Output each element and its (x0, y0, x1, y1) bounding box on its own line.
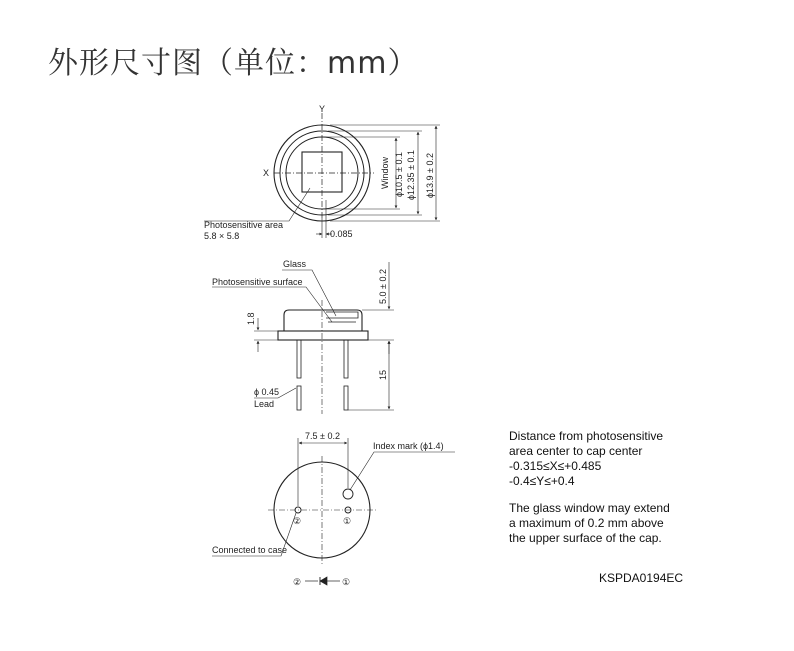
note2-line: The glass window may extend (509, 501, 670, 515)
bottom-view-pitch: 7.5 ± 0.2 (305, 431, 340, 441)
bottom-view (212, 431, 455, 587)
side-view-lead-left-upper (297, 340, 301, 378)
notes (509, 429, 739, 558)
top-view-x-axis-label: X (263, 168, 270, 178)
side-view-lead-dia: ϕ 0.45 (254, 387, 280, 397)
page-title: 外形尺寸图（单位：mm） (48, 46, 419, 81)
drawing-code: KSPDA0194EC (599, 571, 684, 585)
top-view-y-axis-label: Y (319, 104, 326, 114)
note1-line: -0.4≤Y≤+0.4 (509, 474, 575, 488)
side-view-lead-right-lower (344, 386, 348, 410)
side-view-lead-length: 15 (378, 369, 388, 380)
side-view-glass-label: Glass (283, 259, 307, 269)
bottom-view-case-label: Connected to case (212, 545, 288, 555)
top-view-area-size: 5.8 × 5.8 (204, 231, 240, 241)
note2-line: the upper surface of the cap. (509, 531, 662, 545)
side-view-lead-right-upper (344, 340, 348, 378)
side-view-cap (284, 310, 362, 331)
bottom-view-symbol-pin1: ① (342, 577, 351, 587)
bottom-view-symbol-diode-triangle (320, 577, 327, 585)
top-view-window-label: Window (380, 156, 390, 189)
side-view-flange (278, 331, 368, 340)
note1-line: area center to cap center (509, 444, 643, 458)
bottom-view-pin1-label: ① (343, 516, 352, 526)
top-view-offset-value: 0.085 (330, 229, 353, 239)
side-view (212, 259, 394, 414)
top-view-window-dia: ϕ10.5 ± 0.1 (394, 151, 404, 197)
bottom-view-index-label: Index mark (ϕ1.4) (373, 441, 444, 451)
side-view-surface-label: Photosensitive surface (212, 277, 303, 287)
note-offset-tolerance (509, 429, 739, 489)
side-view-lead-left-lower (297, 386, 301, 410)
bottom-view-pin2-label: ② (293, 516, 302, 526)
side-view-glass (326, 312, 358, 318)
bottom-view-index-leader (350, 452, 455, 490)
top-view (204, 104, 440, 241)
side-view-lead-label: Lead (254, 399, 275, 409)
top-view-cap-dia: ϕ12.35 ± 0.1 (406, 149, 416, 200)
note-glass-window (509, 501, 739, 546)
bottom-view-index-mark (343, 489, 353, 499)
note1-line: -0.315≤X≤+0.485 (509, 459, 602, 473)
bottom-view-symbol-pin2: ② (293, 577, 302, 587)
note2-line: a maximum of 0.2 mm above (509, 516, 664, 530)
top-view-area-label: Photosensitive area (204, 220, 284, 230)
side-view-surface-leader (212, 287, 332, 322)
side-view-cap-height: 5.0 ± 0.2 (378, 269, 388, 304)
side-view-flange-height: 1.8 (246, 312, 256, 325)
bottom-view-body (274, 462, 370, 558)
note1-line: Distance from photosensitive (509, 429, 664, 443)
top-view-flange-dia: ϕ13.9 ± 0.2 (425, 152, 435, 198)
